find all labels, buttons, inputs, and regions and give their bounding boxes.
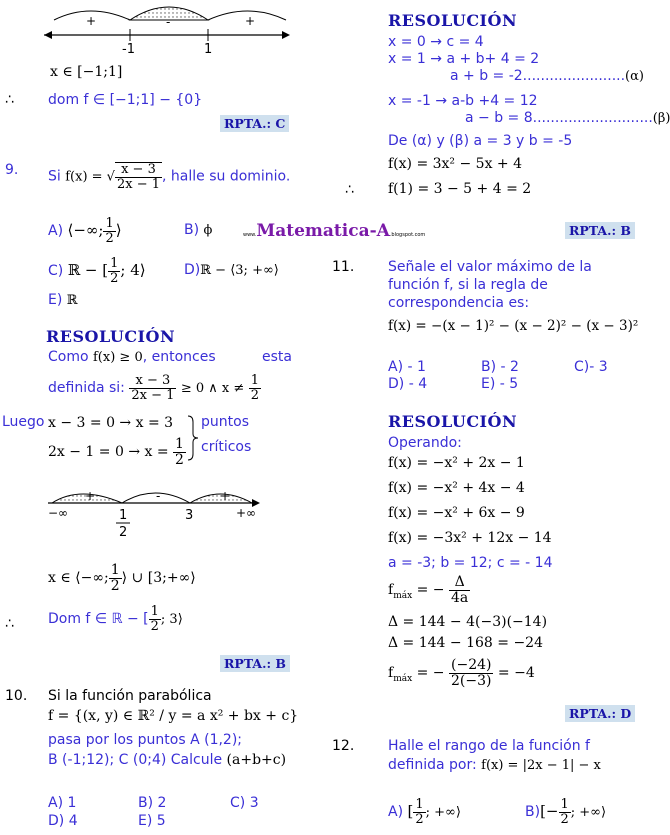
q12-a-post: ; +∞⟩ [425, 805, 461, 821]
r-line-5 [465, 110, 670, 126]
q9-num: x − 3 [115, 163, 162, 178]
option-b-value: ϕ [203, 223, 213, 238]
q11-option-e: E) - 5 [481, 376, 519, 392]
dom2-num: 1 [150, 604, 159, 619]
eq2-num: 1 [175, 436, 184, 452]
union-b: ⟩ ∪ [3;+∞⟩ [121, 570, 196, 587]
answer-badge-2: RPTA.: B [220, 655, 290, 672]
dom2-den: 2 [150, 618, 159, 634]
fmax2-frac [449, 658, 493, 688]
option-d-value: ℝ − ⟨3; +∞⟩ [200, 263, 279, 278]
dom2-frac [149, 605, 161, 633]
res2-frac [129, 374, 176, 402]
m-line-4: f(x) = −3x² + 12x − 14 [388, 530, 552, 546]
fmax2-den: 2(−3) [451, 672, 492, 689]
m-line-3: f(x) = −x² + 6x − 9 [388, 505, 525, 521]
union-num: 1 [110, 562, 120, 578]
q10-option-c: C) 3 [230, 795, 259, 811]
option-a-post: ⟩ [115, 221, 122, 240]
fmax-result [388, 658, 535, 688]
answer-badge-r1: RPTA.: B [565, 222, 635, 239]
dom2-b: ; 3⟩ [160, 612, 183, 628]
q10-line-3: pasa por los puntos A (1,2); [48, 732, 243, 748]
union-frac [109, 563, 122, 593]
q10-line-4 [48, 752, 286, 768]
diagram1-plus-right: + [245, 14, 256, 28]
option-c-frac [108, 257, 120, 285]
diagram1-minus: - [166, 15, 171, 29]
r-line-3-text: a + b = -2....................... [450, 68, 626, 84]
q12-line-2 [388, 757, 601, 773]
res2-definida: definida si: [48, 380, 125, 397]
answer-badge-r2: RPTA.: D [565, 705, 635, 722]
q12-a-pre: [ [407, 802, 414, 821]
fmax1-eq: = − [416, 582, 445, 599]
q12-b-label: B) [525, 804, 541, 821]
q9-rest: , halle su dominio. [162, 168, 291, 185]
union-den: 2 [110, 577, 120, 594]
res2-frac2 [249, 374, 261, 402]
r-line-6: De (α) y (β) a = 3 y b = -5 [388, 133, 573, 149]
operando-label: Operando: [388, 435, 462, 451]
eq2-text: 2x − 1 = 0 → x = [48, 444, 169, 461]
watermark-pre: www. [243, 232, 257, 238]
res1-entonces: , entonces [142, 349, 216, 365]
q12-a-frac [413, 798, 425, 826]
sign-diagram-1 [40, 0, 290, 55]
res-line-2 [48, 374, 261, 402]
res1-como: Como [48, 349, 89, 365]
question-number-12: 12. [332, 738, 355, 754]
question-9-text [48, 162, 290, 191]
therefore-symbol-r: ∴ [345, 182, 354, 198]
delta-line-1: Δ = 144 − 4(−3)(−14) [388, 614, 548, 630]
m-line-2: f(x) = −x² + 4x − 4 [388, 480, 525, 496]
q11-option-c: C)- 3 [574, 359, 608, 375]
q12-b-den: 2 [560, 811, 569, 827]
sign-diagram-2 [40, 475, 270, 555]
fmax1-frac [449, 575, 470, 605]
diagram2-half-num: 1 [119, 508, 128, 523]
diagram2-neg-inf: −∞ [48, 506, 69, 520]
watermark-brand: Matematica-A [256, 221, 390, 241]
q10-option-a: A) 1 [48, 795, 77, 811]
q11-line-4: f(x) = −(x − 1)² − (x − 2)² − (x − 3)² [388, 318, 639, 334]
criticos-label: críticos [201, 439, 252, 455]
m-line-1: f(x) = −x² + 2x − 1 [388, 455, 525, 471]
fmax1-f: f [388, 582, 394, 599]
union-a: x ∈ ⟨−∞; [48, 570, 109, 587]
dom2-a: Dom f ∈ ℝ − [ [48, 611, 149, 628]
resolution-heading-right: RESOLUCIÓN [388, 11, 518, 30]
q11-option-a: A) - 1 [388, 359, 426, 375]
q10-option-d: D) 4 [48, 813, 78, 829]
fmax2-result: = −4 [497, 665, 535, 682]
q9-den: 2x − 1 [116, 176, 160, 192]
q12-line2-b: f(x) = |2x − 1| − x [481, 758, 601, 773]
option-c-den: 2 [110, 270, 119, 286]
option-c-pre: ℝ − [ [67, 261, 109, 280]
res2-num: x − 3 [129, 374, 176, 389]
x-interval-line: x ∈ [−1;1] [50, 64, 123, 80]
fmax1-sub: máx [393, 590, 413, 601]
option-b-label: B) [184, 222, 200, 238]
res2-den: 2x − 1 [131, 387, 175, 403]
critical-eq-1: x − 3 = 0 → x = 3 [48, 415, 174, 431]
res2-den2: 2 [250, 387, 260, 403]
option-c [48, 257, 146, 285]
q11-option-b: B) - 2 [481, 359, 519, 375]
union-line [48, 563, 196, 593]
option-d [184, 262, 279, 278]
q12-option-a [388, 798, 461, 826]
option-a [48, 217, 122, 245]
diagram2-pos-inf: +∞ [236, 506, 257, 520]
resolution-heading: RESOLUCIÓN [46, 327, 176, 346]
diagram1-tick-b: 1 [204, 42, 213, 57]
q11-line-1: Señale el valor máximo de la [388, 259, 592, 275]
q9-si: Si [48, 168, 61, 185]
option-c-num: 1 [110, 256, 119, 271]
q12-b-frac [559, 798, 571, 826]
r-line-2: x = 1 → a + b+ 4 = 2 [388, 51, 540, 67]
q10-line4-b: (a+b+c) [226, 752, 287, 768]
r-line-3-tag: (α) [625, 69, 644, 84]
diagram2-minus: - [156, 489, 161, 503]
r-line-4: x = -1 → a-b +4 = 12 [388, 93, 538, 109]
puntos-label: puntos [201, 414, 249, 430]
q11-option-d: D) - 4 [388, 376, 428, 392]
resolution-heading-right-2: RESOLUCIÓN [388, 412, 518, 431]
eq2-frac [173, 437, 186, 467]
q10-line-2: f = {(x, y) ∈ ℝ² / y = a x² + bx + c} [48, 708, 299, 724]
q12-b-pre: [− [540, 802, 559, 821]
res-line-1 [48, 349, 298, 365]
option-e-value: ℝ [66, 293, 78, 308]
fmax2-eq: = − [416, 665, 445, 682]
option-a-frac [103, 217, 115, 245]
q12-line2-a: definida por: [388, 757, 477, 773]
res2-cond: ≥ 0 ∧ x ≠ [180, 381, 245, 397]
option-e-label: E) [48, 292, 63, 308]
watermark-logo [243, 221, 425, 241]
fmax2-num: (−24) [451, 657, 492, 673]
therefore-symbol: ∴ [5, 92, 14, 108]
fmax1-num: Δ [449, 575, 470, 591]
luego-label: Luego [2, 414, 45, 430]
q10-line4-a: B (-1;12); C (0;4) Calcule [48, 752, 223, 768]
q9-fx: f(x) = √ [65, 169, 115, 185]
r-line-5-tag: (β) [652, 111, 670, 126]
r-line-5-text: a − b = 8........................... [465, 110, 653, 126]
r-line-8: f(1) = 3 − 5 + 4 = 2 [388, 181, 532, 197]
option-b [184, 222, 212, 238]
q11-line-3: correspondencia es: [388, 295, 530, 311]
q12-b-num: 1 [560, 797, 569, 812]
option-a-label: A) [48, 223, 64, 240]
q12-a-num: 1 [415, 797, 424, 812]
r-line-1: x = 0 → c = 4 [388, 34, 484, 50]
diagram1-plus-left: + [86, 14, 97, 28]
domain-line: dom f ∈ [−1;1] − {0} [48, 92, 203, 108]
question-number-11: 11. [332, 259, 355, 275]
option-e [48, 292, 78, 308]
critical-eq-2 [48, 437, 186, 467]
diagram2-half-den: 2 [119, 525, 128, 540]
q10-line-1: Si la función parabólica [48, 688, 212, 704]
diagram2-plus-left: + [85, 489, 96, 503]
therefore-symbol-2: ∴ [5, 616, 14, 632]
diagram2-plus-right: + [220, 489, 231, 503]
q12-line-1: Halle el rango de la función f [388, 738, 590, 754]
q12-a-label: A) [388, 804, 404, 821]
diagram1-tick-a: -1 [122, 42, 135, 57]
q11-line-2: función f, si la regla de [388, 277, 548, 293]
question-number: 9. [5, 162, 19, 178]
fmax2-sub: máx [393, 673, 413, 684]
abc-values: a = -3; b = 12; c = - 14 [388, 555, 553, 571]
fmax2-f: f [388, 665, 394, 682]
q10-option-b: B) 2 [138, 795, 167, 811]
res2-num2: 1 [250, 373, 260, 388]
domain-result [48, 605, 183, 633]
option-c-post: ; 4⟩ [120, 261, 146, 280]
option-a-pre: ⟨−∞; [67, 221, 104, 240]
res1-esta: esta [262, 349, 292, 365]
q9-fraction [115, 162, 162, 191]
fmax1-den: 4a [451, 589, 469, 606]
q12-a-den: 2 [415, 811, 424, 827]
diagram2-three: 3 [185, 508, 194, 523]
q12-b-post: ; +∞⟩ [570, 805, 607, 821]
answer-badge: RPTA.: C [220, 115, 289, 132]
q10-option-e: E) 5 [138, 813, 166, 829]
option-c-label: C) [48, 263, 64, 280]
delta-line-2: Δ = 144 − 168 = −24 [388, 635, 543, 651]
watermark-post: .blogspot.com [389, 232, 426, 238]
q12-option-b [525, 798, 606, 826]
eq2-den: 2 [175, 451, 184, 468]
option-a-den: 2 [105, 230, 114, 246]
option-d-label: D) [184, 262, 201, 278]
r-line-7: f(x) = 3x² − 5x + 4 [388, 156, 523, 172]
r-line-3 [450, 68, 644, 84]
res1-cond: f(x) ≥ 0 [93, 350, 143, 365]
brace-icon [187, 414, 199, 462]
option-a-num: 1 [105, 216, 114, 231]
fmax-formula [388, 575, 470, 605]
question-number-10: 10. [5, 688, 28, 704]
